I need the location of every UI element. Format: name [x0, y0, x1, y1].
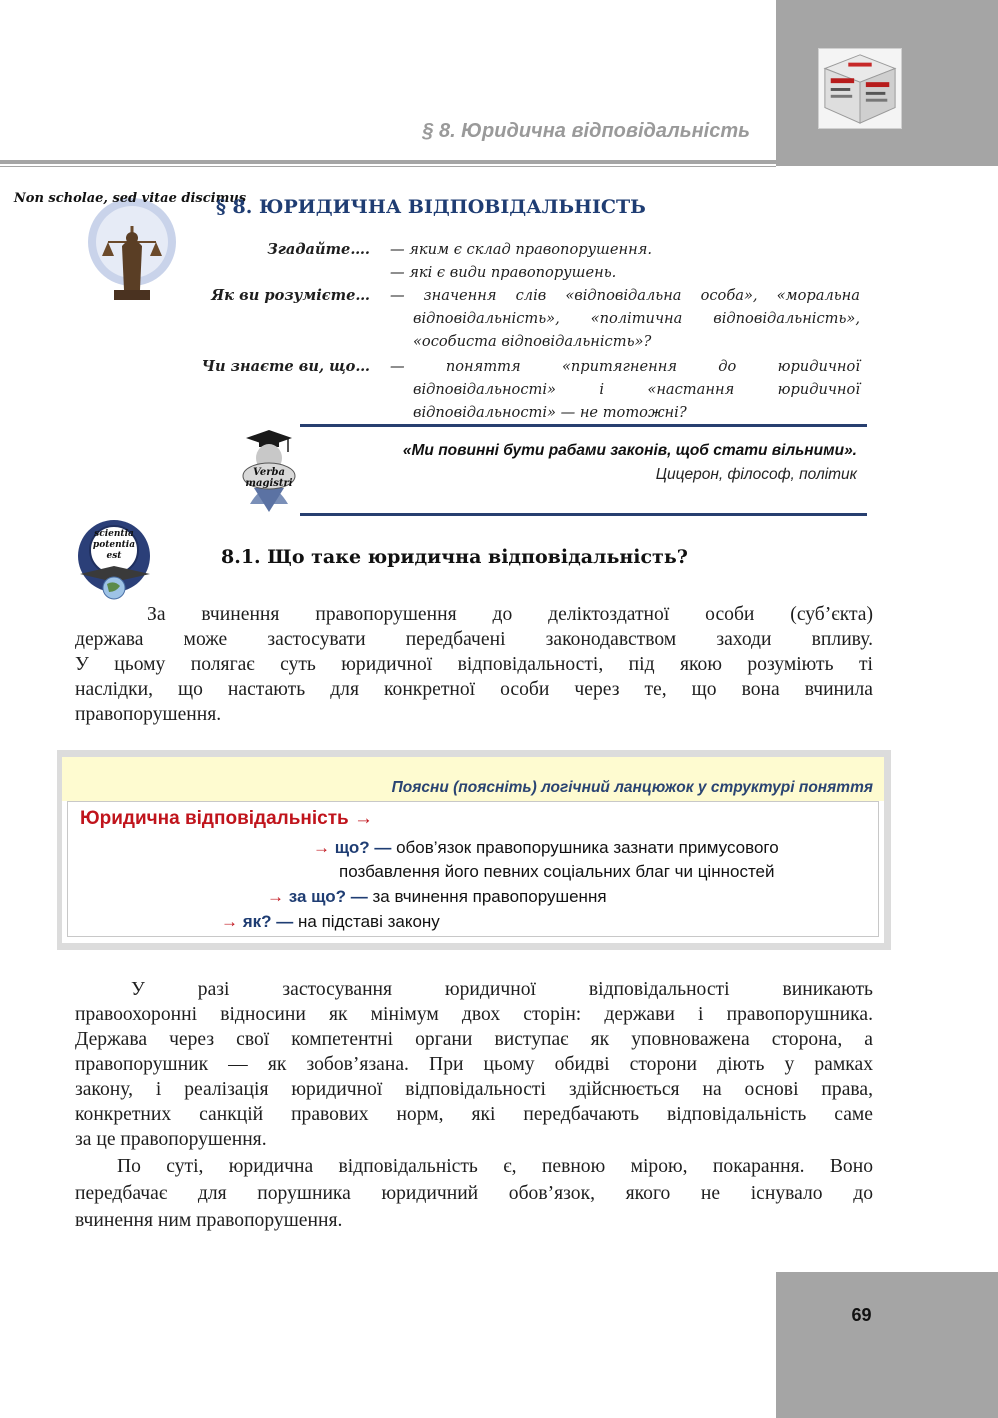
intro-text: — поняття «притягнення до юридичної відповідальності» і «настання юридичної відповідальності» — не тотожні?	[390, 358, 860, 421]
paragraph-line: вчинення ним правопорушення.	[75, 1210, 343, 1231]
scientia-emblem	[74, 516, 154, 600]
intro-line: — які є види правопорушень.	[390, 264, 617, 281]
chain-question: як? —	[242, 912, 294, 931]
chain-answer: на підставі закону	[298, 912, 440, 931]
intro-label-understand: Як ви розумієте…	[211, 287, 370, 304]
verba-magistri-emblem	[240, 428, 298, 514]
paragraph-line: правопорушник — як зобов’язана. При цьому обидві сторони діють у рамках	[75, 1054, 873, 1075]
emblem-text: magistri	[245, 478, 293, 489]
paragraph-line: За вчинення правопорушення до деліктоздатної особи (суб’єкта)	[147, 604, 873, 625]
paragraph-line: передбачає для порушника юридичний обов’язок, якого не існувало до	[75, 1183, 873, 1204]
paragraph-line: конкретних санкцій правових норм, які передбачають відповідальність саме	[75, 1104, 873, 1125]
intro-row-understand	[200, 284, 860, 353]
paragraph-line: У разі застосування юридичної відповідальності виникають	[131, 979, 873, 1000]
chain-how	[221, 912, 440, 932]
paragraph-1	[75, 602, 873, 727]
paragraph-2	[75, 977, 873, 1152]
emblem-line: potentia	[92, 540, 136, 550]
globe-icon	[74, 516, 154, 600]
intro-text: — значення слів «відповідальна особа», «моральна відповідальність», «політична відповідальність», «особиста відповідальність»?	[390, 287, 860, 350]
intro-label-recall: Згадайте….	[267, 241, 370, 258]
intro-row-recall	[200, 238, 860, 284]
chain-what	[313, 838, 779, 858]
explain-box-header-text: Поясни (поясніть) логічний ланцюжок у структурі поняття	[391, 779, 873, 796]
paragraph-3	[75, 1153, 873, 1234]
textbook-cube-image	[818, 48, 902, 129]
subsection-title: 8.1. Що таке юридична відповідальність?	[221, 546, 688, 568]
paragraph-line: правопорушення.	[75, 704, 222, 725]
paragraph-line: за це правопорушення.	[75, 1129, 267, 1150]
header-rule-thin	[0, 166, 776, 167]
intro-line: — яким є склад правопорушення.	[390, 241, 653, 258]
paragraph-line: закону, і реалізація юридичної відповідальності здійснюється на основі права,	[75, 1079, 873, 1100]
paragraph-line: Держава через свої компетентні органи виступає як уповноважена сторона, а	[75, 1029, 873, 1050]
chain-answer: за вчинення правопорушення	[372, 887, 607, 906]
intro-body-know	[390, 355, 860, 424]
cube-icon	[819, 49, 901, 128]
paragraph-line: У цьому полягає суть юридичної відповідальності, під якою розуміють ті	[75, 654, 873, 675]
paragraph-line: По суті, юридична відповідальність є, певною мірою, покарання. Воно	[117, 1156, 873, 1177]
quote-rule-top	[300, 424, 867, 427]
emblem-line: est	[106, 551, 122, 561]
arrow-icon: →	[313, 838, 330, 857]
intro-body-recall	[390, 238, 860, 284]
page-number: 69	[851, 1305, 872, 1325]
footer-gray-tab	[776, 1272, 998, 1418]
svg-text:Verba: Verba	[253, 467, 285, 478]
chain-question: що? —	[334, 838, 392, 857]
intro-body-understand	[390, 284, 860, 353]
chain-what-cont: позбавлення його певних соціальних благ чи цінностей	[339, 862, 775, 881]
intro-block	[200, 238, 860, 424]
section-title: § 8. ЮРИДИЧНА ВІДПОВІДАЛЬНІСТЬ	[216, 196, 646, 218]
intro-row-know	[200, 355, 860, 424]
header-rule	[0, 160, 776, 164]
non-scholae-emblem	[13, 182, 247, 304]
graduate-icon	[240, 428, 298, 514]
arrow-icon: →	[221, 912, 238, 931]
justice-statue-icon	[13, 182, 247, 304]
explain-box-title	[80, 808, 373, 830]
quote-text: «Ми повинні бути рабами законів, щоб стати вільними».	[402, 442, 857, 459]
running-title: § 8. Юридична відповідальність	[422, 120, 750, 142]
chain-for-what	[267, 887, 607, 907]
arrow-icon: →	[267, 887, 284, 906]
intro-label-know: Чи знаєте ви, що…	[201, 358, 370, 375]
emblem-line: scientia	[94, 529, 134, 539]
arrow-icon: →	[354, 808, 373, 829]
paragraph-line: наслідки, що настають для конкретної особи через те, що вона вчинила	[75, 679, 873, 700]
chain-answer: обов’язок правопорушника зазнати примусового	[396, 838, 779, 857]
explain-title-text: Юридична відповідальність	[80, 808, 349, 829]
chain-question: за що? —	[288, 887, 368, 906]
paragraph-line: держава може застосувати передбачені законодавством заходи впливу.	[75, 629, 873, 650]
emblem-motto: Non scholae, sed vitae discimus	[13, 191, 247, 206]
quote-rule-bottom	[300, 513, 867, 516]
quote-author: Цицерон, філософ, політик	[655, 466, 857, 483]
paragraph-line: правоохоронні відносини як мінімум двох сторін: держави і правопорушника.	[75, 1004, 873, 1025]
